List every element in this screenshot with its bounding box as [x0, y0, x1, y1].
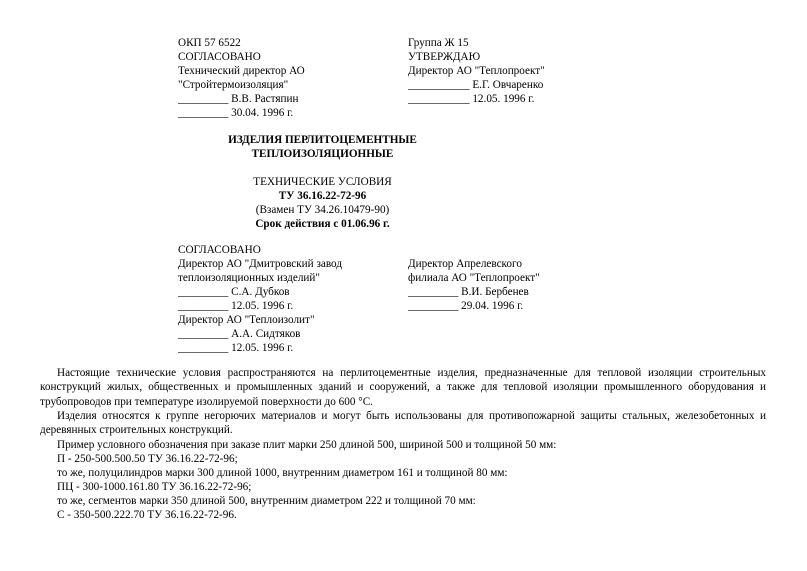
approved-heading: УТВЕРЖДАЮ: [408, 51, 481, 63]
approval-left-date: _________ 12.05. 1996 г.: [178, 300, 294, 312]
agreed-heading: СОГЛАСОВАНО: [178, 51, 261, 63]
approval-left-line: Директор АО "Теплоизолит": [178, 314, 315, 326]
designation-example-line: С - 350-500.222.70 ТУ 36.16.22-72-96.: [57, 509, 237, 521]
approval-left-date: _________ 12.05. 1996 г.: [178, 342, 294, 354]
spec-replaces: (Взамен ТУ 34.26.10479-90): [255, 204, 390, 216]
designation-example-line: П - 250-500.500.50 ТУ 36.16.22-72-96;: [57, 453, 238, 465]
spec-validity: Срок действия с 01.06.96 г.: [255, 218, 390, 230]
approval-right-line: филиала АО "Теплопроект": [408, 272, 540, 284]
approved-date: ___________ 12.05. 1996 г.: [408, 93, 535, 105]
approval-right-line: Директор Апрелевского: [408, 258, 522, 270]
designation-example-line: то же, сегментов марки 350 длиной 500, внутренним диаметром 222 и толщиной 70 мм:: [57, 495, 476, 507]
approval-left-line: Директор АО "Дмитровский завод: [178, 258, 343, 270]
designation-example-line: ПЦ - 300-1000.161.80 ТУ 36.16.22-72-96;: [57, 481, 252, 493]
group-code: Группа Ж 15: [408, 37, 469, 49]
spec-kind: ТЕХНИЧЕСКИЕ УСЛОВИЯ: [253, 176, 392, 188]
body-paragraph-scope: Настоящие технические условия распространяются на перлитоцементные изделия, предназначенные для тепловой изоляции строительных конструкций жилых, общественных и промышленных зданий и сооружений, а также для тепловой изоляции промышленного оборудования и трубопроводов при температуре изолируемой поверхности до 600 °С.: [40, 367, 766, 408]
okp-code: ОКП 57 6522: [178, 37, 241, 49]
designation-example-line: то же, полуцилиндров марки 300 длиной 1000, внутренним диаметром 161 и толщиной 80 мм:: [57, 467, 508, 479]
agreed-signature: _________ В.В. Растяпин: [178, 93, 299, 105]
designation-example-line: Пример условного обозначения при заказе плит марки 250 длиной 500, шириной 500 и толщиной 50 мм:: [57, 439, 557, 451]
spec-code: ТУ 36.16.22-72-96: [278, 190, 367, 202]
body-paragraph-fireproof: Изделия относятся к группе негорючих материалов и могут быть использованы для противопожарной защиты стальных, железобетонных и деревянных строительных конструкций.: [40, 410, 766, 437]
document-title-line-2: ТЕПЛОИЗОЛЯЦИОННЫЕ: [251, 148, 394, 160]
agreed-date: _________ 30.04. 1996 г.: [178, 107, 294, 119]
agreed-organization: "Стройтермоизоляция": [178, 79, 289, 91]
approvals-heading: СОГЛАСОВАНО: [178, 244, 261, 256]
agreed-position: Технический директор АО: [178, 65, 305, 77]
approved-signature: ___________ Е.Г. Овчаренко: [408, 79, 544, 91]
document-title-line-1: ИЗДЕЛИЯ ПЕРЛИТОЦЕМЕНТНЫЕ: [228, 134, 417, 146]
approval-left-signature: _________ А.А. Сидтяков: [178, 328, 301, 340]
approval-left-signature: _________ С.А. Дубков: [178, 286, 290, 298]
approval-right-date: _________ 29.04. 1996 г.: [408, 300, 524, 312]
approved-position: Директор АО "Теплопроект": [408, 65, 545, 77]
approval-right-signature: _________ В.И. Бербенев: [408, 286, 529, 298]
approval-left-line: теплоизоляционных изделий": [178, 272, 320, 284]
